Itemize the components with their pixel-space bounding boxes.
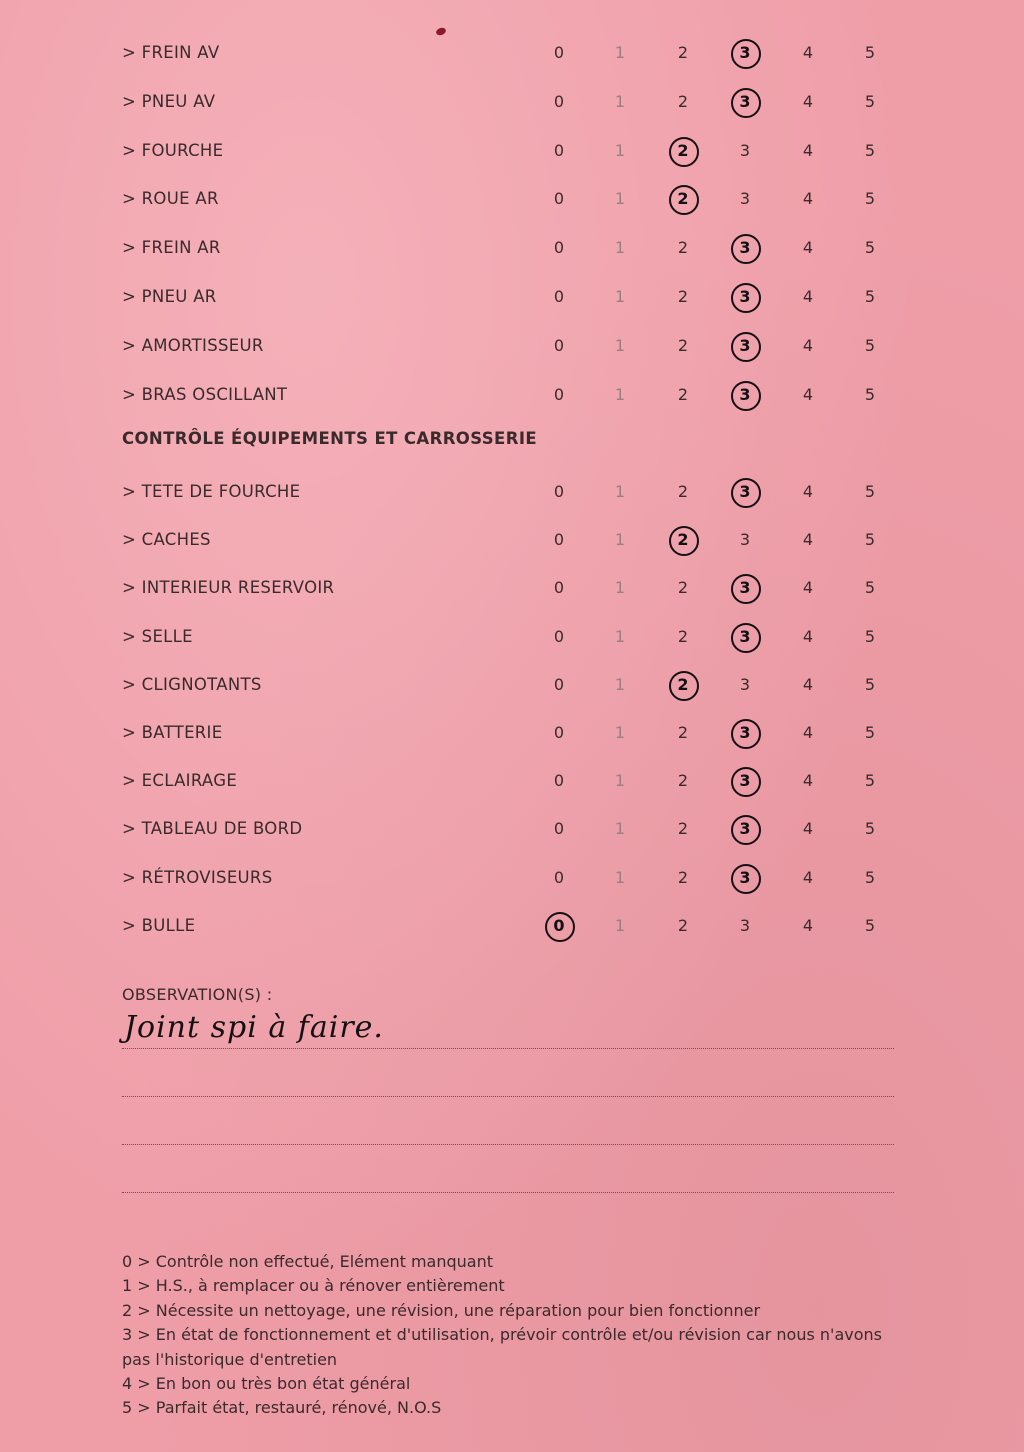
row-label: > ECLAIRAGE (122, 771, 238, 791)
score-circled: 2 (668, 525, 698, 555)
score-option: 3 (739, 674, 751, 694)
checklist-row (0, 477, 1024, 507)
legend-item-2: 2 > Nécessite un nettoyage, une révision, une réparation pour bien fonctionner (122, 1300, 761, 1320)
checklist-row (0, 814, 1024, 844)
score-option: 2 (677, 335, 689, 355)
score-option: 2 (677, 578, 689, 598)
score-option: 4 (802, 335, 814, 355)
score-option: 2 (677, 91, 689, 111)
score-option: 3 (739, 189, 751, 209)
score-option: 4 (802, 674, 814, 694)
checklist-row (0, 911, 1024, 941)
row-label: > TETE DE FOURCHE (122, 482, 301, 501)
checklist-row (0, 670, 1024, 700)
score-option: 0 (553, 674, 565, 694)
score-circled: 3 (730, 38, 760, 68)
score-option: 1 (614, 189, 626, 209)
score-circled: 3 (730, 233, 760, 263)
score-option: 5 (864, 91, 876, 111)
score-circled: 3 (730, 87, 760, 117)
score-option: 1 (614, 530, 626, 550)
score-option: 4 (802, 43, 814, 62)
score-option: 1 (614, 578, 626, 598)
score-option: 0 (553, 578, 565, 598)
score-option: 4 (802, 867, 814, 887)
row-label: > ROUE AR (122, 189, 219, 209)
score-option: 0 (553, 91, 565, 111)
score-circled: 3 (730, 814, 760, 844)
score-option: 1 (614, 238, 626, 258)
row-label: > RÉTROVISEURS (122, 867, 273, 887)
score-option: 2 (677, 626, 689, 646)
score-option: 0 (553, 189, 565, 209)
score-option: 5 (864, 238, 876, 258)
score-option: 5 (864, 819, 876, 839)
checklist-row (0, 622, 1024, 652)
score-option: 2 (677, 43, 689, 62)
row-label: > FREIN AR (122, 238, 221, 258)
checklist-row (0, 38, 1024, 68)
score-option: 3 (739, 140, 751, 160)
score-option: 2 (677, 482, 689, 501)
score-option: 2 (677, 867, 689, 887)
score-option: 0 (553, 867, 565, 887)
score-option: 4 (802, 626, 814, 646)
score-circled: 3 (730, 477, 760, 507)
checklist-row (0, 766, 1024, 796)
score-option: 4 (802, 578, 814, 598)
score-option: 1 (614, 384, 626, 404)
score-circled: 3 (730, 863, 760, 893)
score-circled: 3 (730, 331, 760, 361)
checklist-row (0, 136, 1024, 166)
observation-handwriting: Joint spi à faire. (124, 1010, 384, 1045)
score-option: 1 (614, 771, 626, 791)
score-option: 2 (677, 771, 689, 791)
checklist-row (0, 184, 1024, 214)
score-circled: 0 (544, 911, 574, 941)
score-option: 5 (864, 482, 876, 501)
score-option: 0 (553, 238, 565, 258)
score-option: 2 (677, 915, 689, 935)
rating-legend (122, 1250, 902, 1421)
observation-line-2 (122, 1096, 894, 1097)
observation-label: OBSERVATION(S) : (122, 985, 273, 1004)
score-option: 0 (553, 335, 565, 355)
ink-spot (435, 27, 447, 37)
score-circled: 2 (668, 184, 698, 214)
legend-item-1: 1 > H.S., à remplacer ou à rénover entièrement (122, 1276, 505, 1296)
score-option: 1 (614, 819, 626, 839)
row-label: > AMORTISSEUR (122, 335, 264, 355)
score-option: 5 (864, 578, 876, 598)
score-circled: 3 (730, 622, 760, 652)
row-label: > INTERIEUR RESERVOIR (122, 578, 335, 598)
row-label: > BULLE (122, 915, 196, 935)
row-label: > CACHES (122, 530, 211, 550)
score-option: 1 (614, 91, 626, 111)
score-option: 5 (864, 335, 876, 355)
score-option: 5 (864, 140, 876, 160)
checklist-row (0, 573, 1024, 603)
observation-line-4 (122, 1192, 894, 1193)
score-option: 5 (864, 867, 876, 887)
score-circled: 2 (668, 136, 698, 166)
row-label: > CLIGNOTANTS (122, 674, 262, 694)
score-option: 1 (614, 335, 626, 355)
score-option: 3 (739, 915, 751, 935)
score-option: 2 (677, 238, 689, 258)
score-option: 5 (864, 530, 876, 550)
score-circled: 2 (668, 670, 698, 700)
row-label: > FOURCHE (122, 140, 224, 160)
score-option: 1 (614, 915, 626, 935)
score-option: 1 (614, 140, 626, 160)
row-label: > BATTERIE (122, 723, 223, 742)
score-option: 4 (802, 384, 814, 404)
legend-item-4: 4 > En bon ou très bon état général (122, 1374, 411, 1394)
score-option: 5 (864, 674, 876, 694)
score-circled: 3 (730, 718, 760, 748)
score-circled: 3 (730, 380, 760, 410)
legend-item-3: 3 > En état de fonctionnement et d'utilisation, prévoir contrôle et/ou révision car nous n'avons pas l'historique d'entretien (122, 1325, 882, 1369)
row-label: > PNEU AV (122, 91, 216, 111)
score-circled: 3 (730, 766, 760, 796)
score-option: 1 (614, 287, 626, 306)
score-option: 2 (677, 287, 689, 306)
checklist-row (0, 380, 1024, 410)
legend-item-5: 5 > Parfait état, restauré, rénové, N.O.S (122, 1398, 442, 1418)
score-option: 4 (802, 771, 814, 791)
score-option: 0 (553, 530, 565, 550)
score-option: 3 (739, 530, 751, 550)
score-option: 5 (864, 723, 876, 742)
score-option: 4 (802, 819, 814, 839)
score-option: 5 (864, 384, 876, 404)
score-option: 0 (553, 384, 565, 404)
score-option: 2 (677, 819, 689, 839)
score-option: 1 (614, 43, 626, 62)
observation-line-3 (122, 1144, 894, 1145)
score-option: 0 (553, 771, 565, 791)
score-option: 1 (614, 867, 626, 887)
score-option: 4 (802, 482, 814, 501)
score-option: 4 (802, 189, 814, 209)
score-option: 4 (802, 915, 814, 935)
checklist-row (0, 525, 1024, 555)
score-option: 0 (553, 287, 565, 306)
score-option: 1 (614, 674, 626, 694)
checklist-row (0, 331, 1024, 361)
checklist-row (0, 87, 1024, 117)
score-circled: 3 (730, 282, 760, 312)
score-option: 5 (864, 626, 876, 646)
score-option: 4 (802, 287, 814, 306)
score-option: 0 (553, 140, 565, 160)
score-option: 4 (802, 140, 814, 160)
row-label: > TABLEAU DE BORD (122, 819, 303, 839)
score-option: 4 (802, 91, 814, 111)
score-option: 5 (864, 287, 876, 306)
score-option: 1 (614, 723, 626, 742)
score-option: 0 (553, 723, 565, 742)
score-option: 4 (802, 723, 814, 742)
checklist-row (0, 282, 1024, 312)
score-option: 0 (553, 819, 565, 839)
score-option: 5 (864, 915, 876, 935)
score-option: 2 (677, 723, 689, 742)
observation-line-1 (122, 1048, 894, 1049)
score-option: 0 (553, 626, 565, 646)
score-circled: 3 (730, 573, 760, 603)
score-option: 1 (614, 626, 626, 646)
row-label: > FREIN AV (122, 43, 220, 62)
row-label: > SELLE (122, 626, 193, 646)
checklist-row (0, 863, 1024, 893)
score-option: 4 (802, 530, 814, 550)
row-label: > PNEU AR (122, 287, 217, 306)
checklist-row (0, 233, 1024, 263)
score-option: 5 (864, 43, 876, 62)
checklist-row (0, 718, 1024, 748)
score-option: 5 (864, 771, 876, 791)
row-label: > BRAS OSCILLANT (122, 384, 288, 404)
score-option: 0 (553, 43, 565, 62)
score-option: 4 (802, 238, 814, 258)
score-option: 5 (864, 189, 876, 209)
score-option: 1 (614, 482, 626, 501)
score-option: 0 (553, 482, 565, 501)
legend-item-0: 0 > Contrôle non effectué, Elément manquant (122, 1252, 493, 1271)
section-title: CONTRÔLE ÉQUIPEMENTS ET CARROSSERIE (122, 429, 538, 448)
score-option: 2 (677, 384, 689, 404)
